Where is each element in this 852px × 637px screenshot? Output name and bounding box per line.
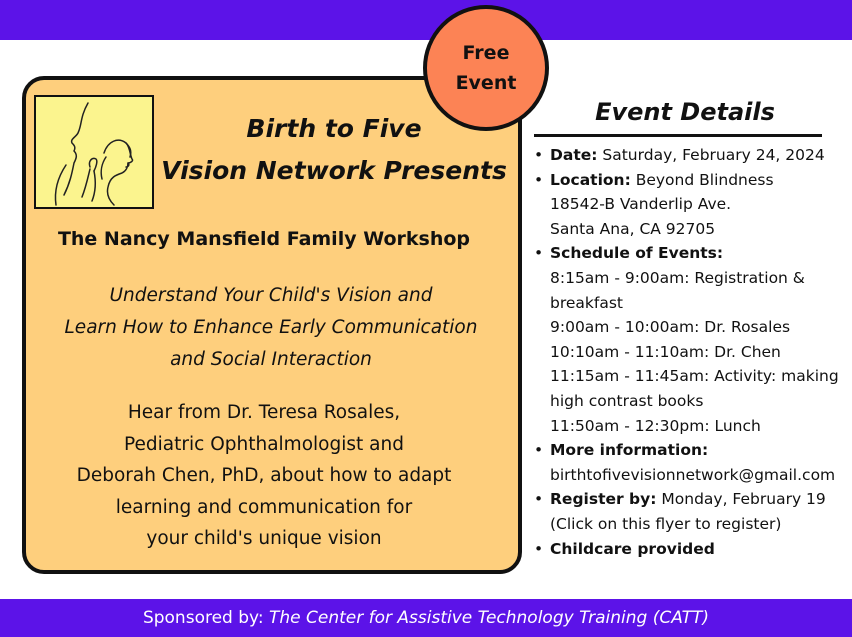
- title-line-2: Vision Network Presents: [161, 156, 507, 185]
- badge-line-2: Event: [455, 72, 517, 94]
- speakers-line: Pediatric Ophthalmologist and: [124, 433, 404, 455]
- address-line: Santa Ana, CA 92705: [550, 219, 716, 238]
- parent-child-profile-icon: [36, 97, 152, 207]
- date-value: Saturday, February 24, 2024: [602, 146, 825, 164]
- more-info-label: • More information:: [550, 441, 709, 460]
- date-label: Date:: [550, 146, 598, 164]
- event-details-heading: Event Details: [595, 98, 775, 126]
- workshop-title: The Nancy Mansfield Family Workshop: [57, 228, 471, 250]
- subtitle-line: Learn How to Enhance Early Communication: [64, 317, 478, 338]
- childcare-label: Childcare provided: [550, 539, 715, 558]
- detail-register: [530, 487, 850, 536]
- detail-date: [530, 143, 850, 168]
- subtitle-line: and Social Interaction: [170, 349, 372, 370]
- schedule-line: 11:15am - 11:45am: Activity: making: [550, 367, 839, 386]
- register-label: Register by:: [550, 490, 657, 509]
- title-line-1: Birth to Five: [246, 114, 422, 143]
- detail-schedule: [530, 241, 850, 438]
- contact-email-link[interactable]: birthtofivevisionnetwork@gmail.com: [550, 465, 836, 484]
- speakers-line: Deborah Chen, PhD, about how to adapt: [76, 465, 452, 486]
- badge-line-1: Free: [462, 42, 510, 64]
- detail-location: [530, 168, 850, 242]
- sponsor-prefix: Sponsored by:: [142, 608, 264, 628]
- sponsor-name: The Center for Assistive Technology Training (CATT): [269, 608, 710, 628]
- detail-more-info: [530, 438, 850, 487]
- schedule-line: breakfast: [550, 293, 623, 312]
- speakers-line: your child's unique vision: [146, 528, 382, 549]
- details-divider: [534, 134, 822, 137]
- location-label: Location:: [550, 170, 631, 189]
- sponsor-banner: [0, 599, 852, 637]
- speakers-description: [26, 397, 502, 555]
- speakers-line: Hear from Dr. Teresa Rosales,: [127, 402, 401, 423]
- location-value: Beyond Blindness: [635, 170, 774, 189]
- detail-childcare: [530, 537, 850, 562]
- schedule-label: • Schedule of Events:: [550, 244, 724, 263]
- schedule-line: 11:50am - 12:30pm: Lunch: [550, 416, 761, 435]
- schedule-line: 10:10am - 11:10am: Dr. Chen: [550, 342, 781, 361]
- address-line: 18542-B Vanderlip Ave.: [550, 195, 732, 214]
- presenter-title: [150, 108, 518, 192]
- schedule-line: 9:00am - 10:00am: Dr. Rosales: [550, 318, 791, 337]
- schedule-line: 8:15am - 9:00am: Registration &: [550, 268, 805, 287]
- event-details-list: [530, 143, 850, 561]
- subtitle-line: Understand Your Child's Vision and: [109, 285, 433, 306]
- speakers-line: learning and communication for: [115, 496, 413, 518]
- schedule-line: high contrast books: [550, 391, 704, 410]
- register-note[interactable]: (Click on this flyer to register): [550, 514, 782, 533]
- network-logo: [34, 95, 154, 209]
- workshop-subtitle: [26, 280, 516, 376]
- top-banner: [0, 0, 852, 40]
- register-date: Monday, February 19: [661, 490, 826, 509]
